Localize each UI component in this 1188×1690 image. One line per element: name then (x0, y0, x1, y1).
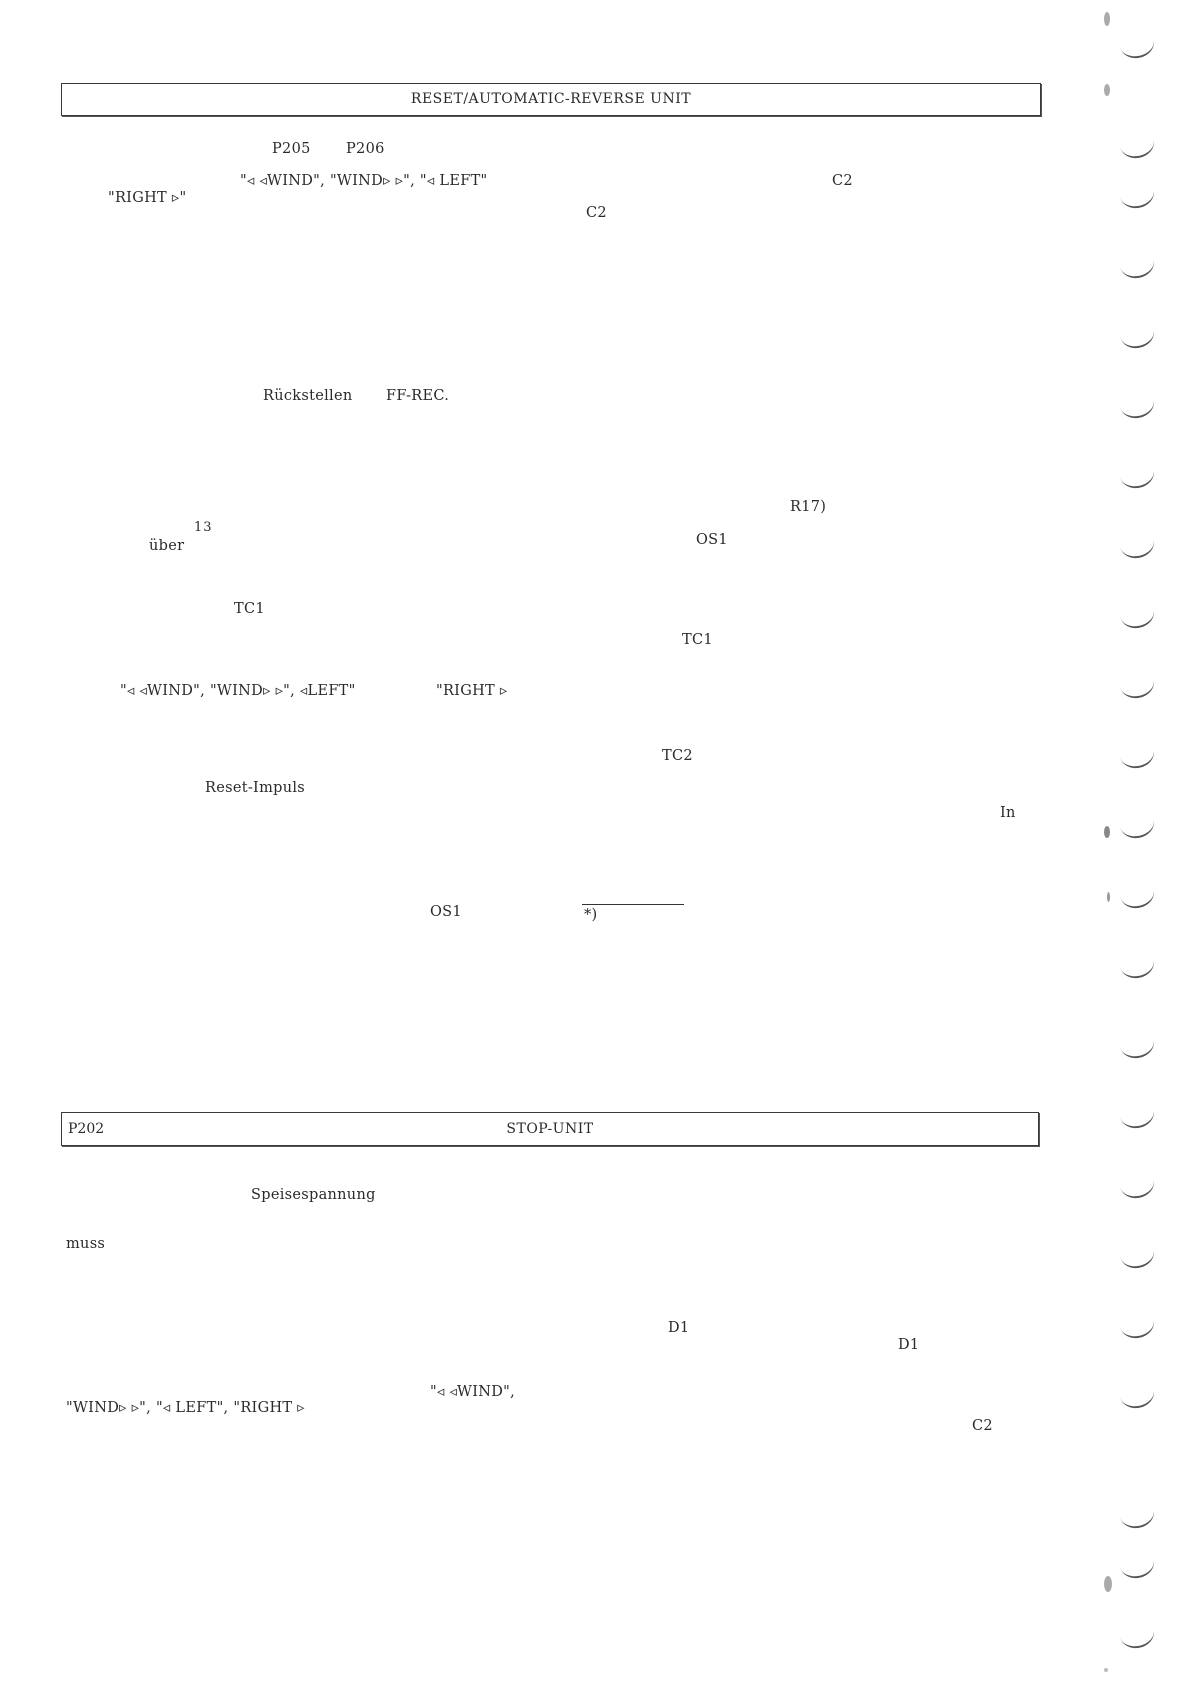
section-header-box (61, 83, 1041, 116)
label-in: In (1000, 805, 1016, 821)
label-tc2: TC2 (662, 748, 693, 764)
label-os1: OS1 (696, 532, 728, 548)
label-c2: C2 (972, 1418, 993, 1434)
label-reset-impuls: Reset-Impuls (205, 780, 306, 796)
label-speisespannung: Speisespannung (251, 1187, 376, 1203)
section-title: RESET/AUTOMATIC-REVERSE UNIT (410, 91, 692, 107)
binding-hole (1117, 177, 1156, 211)
section-header-box (61, 1112, 1039, 1146)
binding-hole (1117, 127, 1156, 161)
binding-hole (1117, 317, 1156, 351)
section-code: P202 (68, 1121, 105, 1137)
footnote-rule (582, 904, 684, 905)
label-wind-line: "◃ ◃WIND", "WIND▹ ▹", "◃ LEFT" (240, 173, 488, 189)
binding-hole (1117, 247, 1156, 281)
binding-hole (1117, 947, 1156, 981)
binding-hole (1117, 597, 1156, 631)
binding-hole (1117, 527, 1156, 561)
binding-hole (1117, 667, 1156, 701)
label-c2: C2 (832, 173, 853, 189)
scan-speck (1104, 84, 1110, 96)
label-uber: über (149, 538, 185, 554)
label-tc1: TC1 (234, 601, 265, 617)
scan-speck (1107, 892, 1110, 902)
superscript-13: 13 (194, 520, 213, 535)
binding-hole (1117, 1237, 1156, 1271)
label-os1: OS1 (430, 904, 462, 920)
scan-speck (1104, 1668, 1108, 1672)
binding-hole (1117, 27, 1156, 61)
binding-hole (1117, 1377, 1156, 1411)
scan-speck (1104, 826, 1110, 838)
binding-hole (1117, 1497, 1156, 1531)
binding-hole (1117, 1167, 1156, 1201)
label-p206: P206 (346, 141, 385, 157)
scan-speck (1104, 1576, 1112, 1592)
binding-hole (1117, 1307, 1156, 1341)
label-wind-line: "◃ ◃WIND", "WIND▹ ▹", ◃LEFT" (120, 683, 356, 699)
label-d1: D1 (898, 1337, 920, 1353)
label-r17: R17) (790, 499, 827, 515)
binding-hole (1117, 1097, 1156, 1131)
binding-hole (1117, 737, 1156, 771)
section-title: STOP-UNIT (506, 1121, 594, 1137)
label-ruckstellen: Rückstellen (263, 388, 353, 404)
binding-hole (1117, 1027, 1156, 1061)
footnote-mark: *) (584, 907, 598, 923)
label-c2: C2 (586, 205, 607, 221)
label-tc1: TC1 (682, 632, 713, 648)
binding-hole (1117, 387, 1156, 421)
label-muss: muss (66, 1236, 106, 1252)
label-ff-rec: FF-REC. (386, 388, 450, 404)
binding-hole (1117, 457, 1156, 491)
binding-hole (1117, 877, 1156, 911)
scan-speck (1104, 12, 1110, 26)
binding-hole (1117, 807, 1156, 841)
label-right: "RIGHT ▹" (108, 190, 187, 206)
label-wind-line: "WIND▹ ▹", "◃ LEFT", "RIGHT ▹ (66, 1400, 305, 1416)
label-d1: D1 (668, 1320, 690, 1336)
label-wind: "◃ ◃WIND", (430, 1384, 516, 1400)
label-right: "RIGHT ▹ (436, 683, 508, 699)
binding-hole (1117, 1617, 1156, 1651)
binding-hole (1117, 1547, 1156, 1581)
label-p205: P205 (272, 141, 311, 157)
